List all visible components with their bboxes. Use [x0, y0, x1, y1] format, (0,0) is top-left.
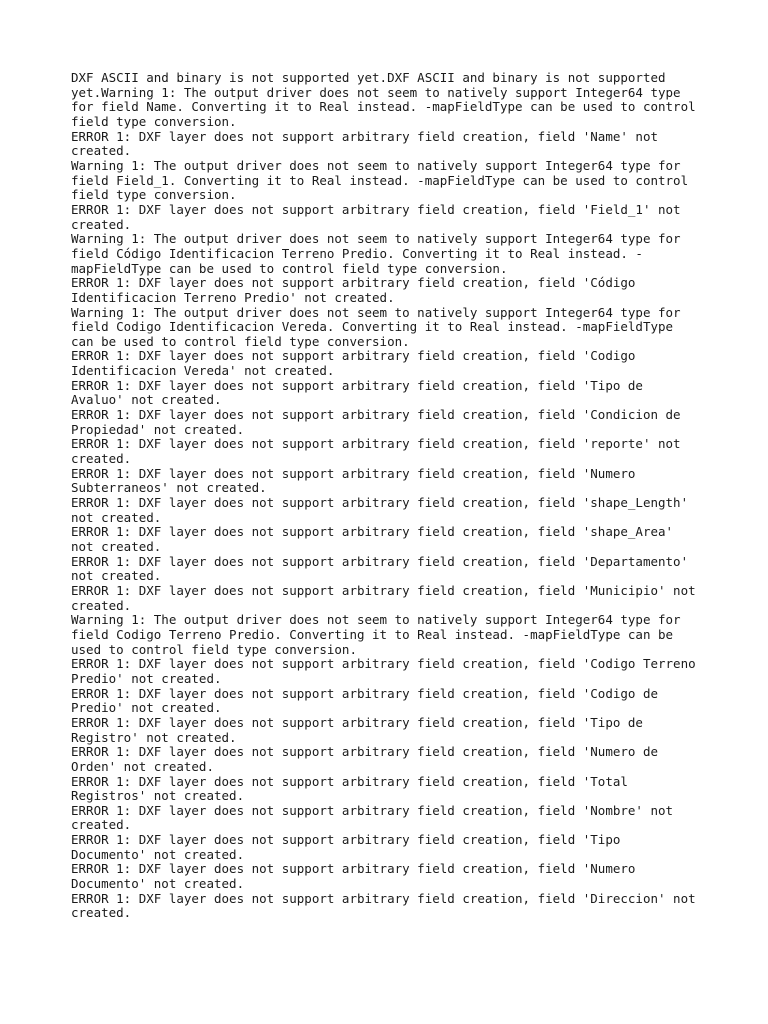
log-line: ERROR 1: DXF layer does not support arbitrary field creation, field 'Numero: [71, 465, 636, 481]
log-line: ERROR 1: DXF layer does not support arbitrary field creation, field 'Tipo de: [71, 714, 643, 730]
log-line: Registro' not created.: [71, 729, 237, 745]
log-line: Warning 1: The output driver does not seem to natively support Integer64 type for: [71, 157, 681, 173]
log-line: used to control field type conversion.: [71, 641, 357, 657]
log-line: created.: [71, 905, 132, 921]
log-line: Predio' not created.: [71, 700, 222, 716]
log-line: Documento' not created.: [71, 876, 245, 892]
log-line: for field Name. Converting it to Real instead. -mapFieldType can be used to control: [71, 99, 696, 115]
log-line: ERROR 1: DXF layer does not support arbitrary field creation, field 'Codigo Terreno: [71, 656, 696, 672]
log-line: Predio' not created.: [71, 670, 222, 686]
log-line: ERROR 1: DXF layer does not support arbitrary field creation, field 'Name' not: [71, 128, 658, 144]
log-line: ERROR 1: DXF layer does not support arbitrary field creation, field 'Codigo de: [71, 685, 658, 701]
log-line: Orden' not created.: [71, 758, 214, 774]
log-line: ERROR 1: DXF layer does not support arbitrary field creation, field 'Total: [71, 773, 628, 789]
log-line: yet.Warning 1: The output driver does not seem to natively support Integer64 type: [71, 84, 681, 100]
log-line: field Codigo Identificacion Vereda. Converting it to Real instead. -mapFieldType: [71, 319, 674, 335]
log-line: ERROR 1: DXF layer does not support arbitrary field creation, field 'Tipo de: [71, 377, 643, 393]
log-line: Propiedad' not created.: [71, 421, 245, 437]
log-line: ERROR 1: DXF layer does not support arbitrary field creation, field 'reporte' not: [71, 436, 681, 452]
log-line: field Codigo Terreno Predio. Converting it to Real instead. -mapFieldType can be: [71, 626, 674, 642]
log-line: created.: [71, 597, 132, 613]
log-line: not created.: [71, 568, 162, 584]
log-line: Warning 1: The output driver does not seem to natively support Integer64 type for: [71, 304, 681, 320]
log-line: DXF ASCII and binary is not supported yet.DXF ASCII and binary is not supported: [71, 70, 666, 85]
log-line: created.: [71, 817, 132, 833]
document-page: [71, 71, 711, 921]
log-line: Subterraneos' not created.: [71, 480, 267, 496]
log-line: ERROR 1: DXF layer does not support arbitrary field creation, field 'Numero de: [71, 744, 658, 760]
log-line: field type conversion.: [71, 113, 237, 129]
log-line: ERROR 1: DXF layer does not support arbitrary field creation, field 'Codigo: [71, 348, 636, 364]
log-line: created.: [71, 143, 132, 159]
log-line: created.: [71, 451, 132, 467]
log-line: ERROR 1: DXF layer does not support arbitrary field creation, field 'Condicion de: [71, 407, 681, 423]
log-line: created.: [71, 216, 132, 232]
log-line: ERROR 1: DXF layer does not support arbitrary field creation, field 'shape_Length': [71, 495, 689, 511]
log-line: ERROR 1: DXF layer does not support arbitrary field creation, field 'Tipo: [71, 832, 621, 848]
log-line: field Código Identificacion Terreno Predio. Converting it to Real instead. -: [71, 245, 643, 261]
log-line: field Field_1. Converting it to Real instead. -mapFieldType can be used to control: [71, 172, 689, 188]
log-line: ERROR 1: DXF layer does not support arbitrary field creation, field 'Field_1' not: [71, 201, 681, 217]
log-line: Documento' not created.: [71, 846, 245, 862]
log-line: ERROR 1: DXF layer does not support arbitrary field creation, field 'Nombre' not: [71, 802, 674, 818]
log-line: Avaluo' not created.: [71, 392, 222, 408]
log-line: Warning 1: The output driver does not seem to natively support Integer64 type for: [71, 231, 681, 247]
log-line: Warning 1: The output driver does not seem to natively support Integer64 type for: [71, 612, 681, 628]
log-line: not created.: [71, 509, 162, 525]
log-line: ERROR 1: DXF layer does not support arbitrary field creation, field 'Código: [71, 275, 636, 291]
log-line: ERROR 1: DXF layer does not support arbitrary field creation, field 'Direccion' not: [71, 890, 696, 906]
log-line: field type conversion.: [71, 187, 237, 203]
log-line: ERROR 1: DXF layer does not support arbitrary field creation, field 'shape_Area': [71, 524, 674, 540]
log-line: can be used to control field type conversion.: [71, 333, 410, 349]
log-line: Identificacion Vereda' not created.: [71, 363, 335, 379]
log-line: ERROR 1: DXF layer does not support arbitrary field creation, field 'Numero: [71, 861, 636, 877]
log-line: Registros' not created.: [71, 788, 245, 804]
log-line: mapFieldType can be used to control field type conversion.: [71, 260, 508, 276]
log-line: ERROR 1: DXF layer does not support arbitrary field creation, field 'Departamento': [71, 553, 689, 569]
log-line: Identificacion Terreno Predio' not created.: [71, 289, 395, 305]
log-line: ERROR 1: DXF layer does not support arbitrary field creation, field 'Municipio' not: [71, 582, 696, 598]
log-line: not created.: [71, 539, 162, 554]
